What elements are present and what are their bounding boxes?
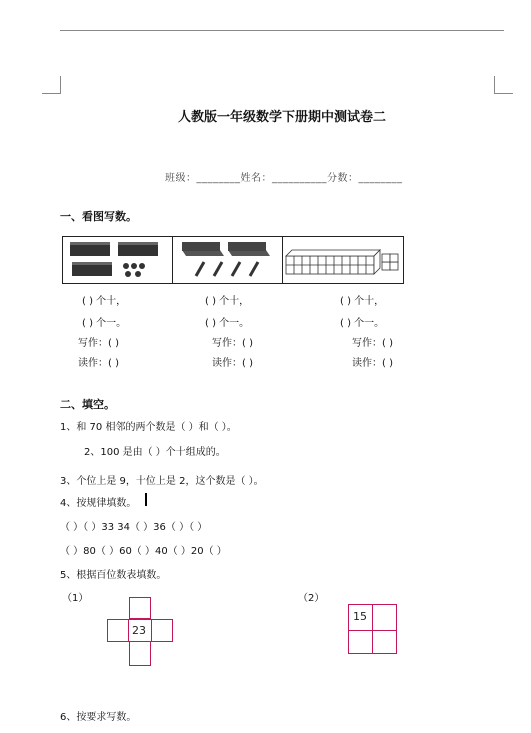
ten-block-plate-3 [72,262,112,276]
row1-col1: ( ) 个十， [82,296,127,307]
ten-block-plate-1 [70,242,110,256]
student-info-line: 班级：________姓名：__________分数：________ [165,173,403,184]
plate-1 [182,242,224,256]
text-cursor [145,493,147,506]
cube-row-long [286,250,380,274]
question-5-part-2: （2） [298,593,325,604]
plate-2 [228,242,270,256]
question-5-part-1: （1） [62,593,89,604]
table2-value: 15 [353,610,367,623]
corner-mark-right-h [494,93,513,94]
question-6: 6、按要求写数。 [60,712,137,723]
row4-col2: 读作：( ) [212,358,253,369]
table2-cell-br [372,630,397,654]
row2-col2: ( ) 个一。 [205,318,250,329]
corner-mark-right-v [494,76,495,94]
table2-cell-bl [348,630,373,654]
row2-col1: ( ) 个一。 [82,318,127,329]
table1-cell-top [129,597,151,619]
table1-cell-bottom [129,641,151,666]
table1-cell-left [107,619,129,642]
table2-cell-tl [348,604,373,631]
ten-block-plate-2 [118,242,158,256]
question-3: 3、个位上是 9，十位上是 2，这个数是（ ）。 [60,476,264,487]
table2-cell-tr [372,604,397,631]
row3-col2: 写作：( ) [212,338,253,349]
row1-col2: ( ) 个十， [205,296,250,307]
row3-col3: 写作：( ) [352,338,393,349]
sequence-2: （ ）80（ ）60（ ）40（ ）20（ ） [60,546,227,557]
row2-col3: ( ) 个一。 [340,318,385,329]
row4-col3: 读作：( ) [352,358,393,369]
sequence-1: （ ）（ ）33 34（ ）36（ ）（ ） [60,522,208,533]
table1-cell-right [151,619,173,642]
cube-small-stack [382,254,398,270]
picture-divider-1 [172,236,173,284]
picture-group-1 [64,238,170,282]
picture-group-3 [284,238,402,282]
picture-divider-2 [282,236,283,284]
question-2: 2、100 是由（ ）个十组成的。 [84,447,226,458]
corner-mark-left-h [42,93,61,94]
header-rule [60,30,504,31]
loose-dots [123,263,145,277]
question-5: 5、根据百位数表填数。 [60,570,167,581]
row3-col1: 写作：( ) [78,338,119,349]
picture-group-2 [174,238,280,282]
question-1: 1、和 70 相邻的两个数是（ ）和（ ）。 [60,422,237,433]
page-title: 人教版一年级数学下册期中测试卷二 [178,110,387,125]
stick-group [196,262,258,276]
question-4: 4、按规律填数。 [60,498,137,509]
corner-mark-left-v [60,76,61,94]
section-heading-2: 二、填空。 [60,398,115,411]
section-heading-1: 一、看图写数。 [60,210,137,223]
row1-col3: ( ) 个十， [340,296,385,307]
table1-value: 23 [132,624,146,637]
row4-col1: 读作：( ) [78,358,119,369]
table1-cell-center [128,619,152,642]
